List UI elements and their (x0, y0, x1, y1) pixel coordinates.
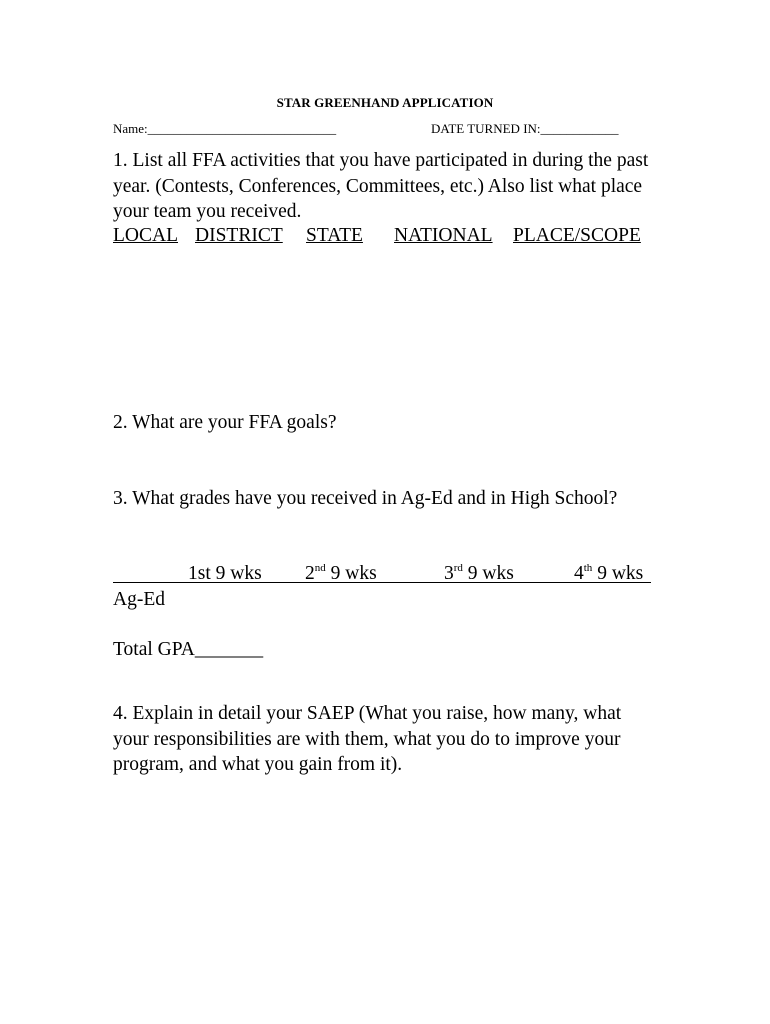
question-2-text: 2. What are your FFA goals? (113, 412, 337, 433)
level-place-scope: PLACE/SCOPE (513, 225, 641, 246)
grade-period-4: 4th 9 wks (574, 562, 644, 584)
level-state: STATE (306, 225, 363, 246)
date-turned-in-field-line[interactable]: DATE TURNED IN:____________ (431, 121, 619, 136)
level-national: NATIONAL (394, 225, 493, 246)
level-district: DISTRICT (195, 225, 283, 246)
question-1-text: 1. List all FFA activities that you have participated in during the past year. (Contests, Conferences, Committees, etc.) Also list what place your team you received. (113, 150, 649, 222)
total-gpa-field-line[interactable]: Total GPA_______ (113, 639, 264, 660)
question-3-text: 3. What grades have you received in Ag-Ed and in High School? (113, 488, 618, 509)
grade-period-2: 2nd 9 wks (305, 562, 377, 584)
question-4-text: 4. Explain in detail your SAEP (What you raise, how many, what your responsibilities are with them, what you do to improve your program, and what you gain from it). (113, 703, 622, 775)
name-field-line[interactable]: Name:_____________________________ (113, 121, 337, 136)
activity-level-headers (113, 223, 653, 249)
level-local: LOCAL (113, 225, 178, 246)
grades-row-label-aged: Ag-Ed (113, 589, 165, 610)
form-title: STAR GREENHAND APPLICATION (276, 95, 494, 110)
grade-period-3: 3rd 9 wks (444, 562, 514, 584)
grade-period-1: 1st 9 wks (188, 563, 262, 584)
grades-table-header (113, 561, 651, 587)
